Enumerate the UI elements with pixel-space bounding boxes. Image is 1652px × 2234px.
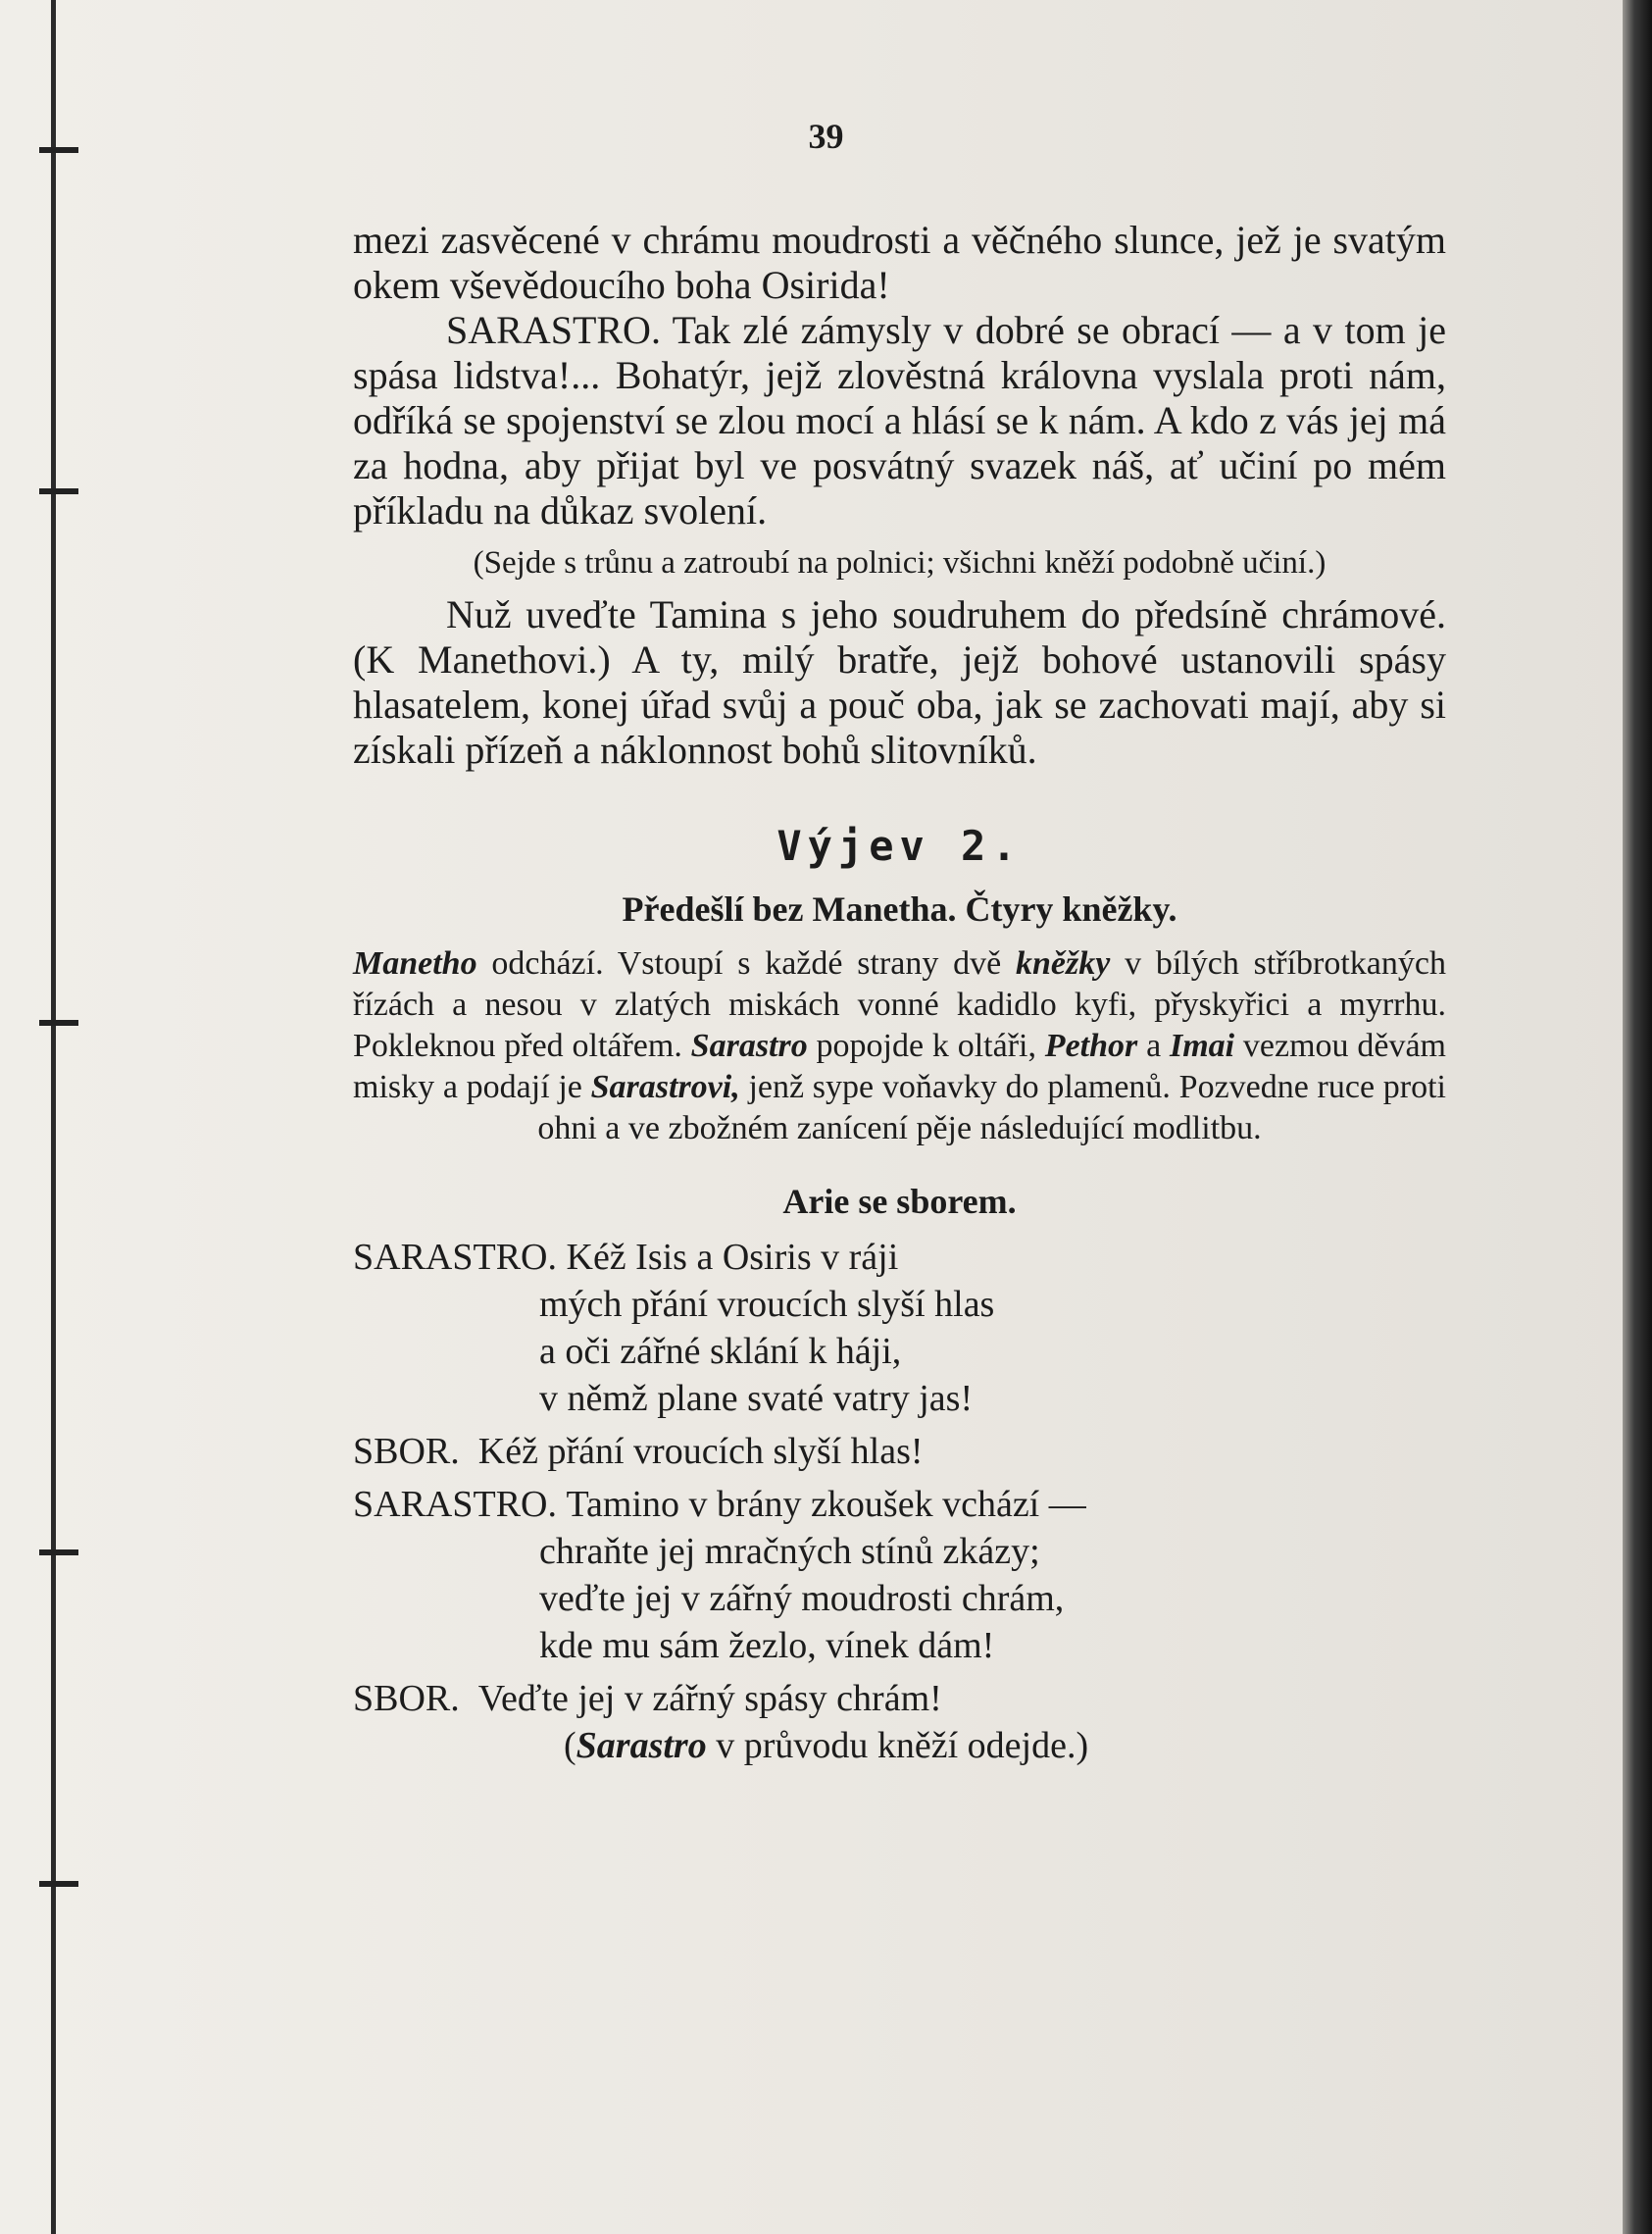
binding-mark bbox=[39, 1549, 78, 1555]
aria-verses bbox=[353, 1234, 1446, 1769]
verse-line: chraňte jej mračných stínů zkázy; bbox=[539, 1531, 1040, 1572]
stage-direction: (Sejde s trůnu a zatroubí na polnici; všichni kněží podobně učiní.) bbox=[473, 545, 1327, 581]
sarastro-speech bbox=[353, 308, 1446, 533]
desc-text: popojde k oltáři, bbox=[807, 1028, 1045, 1064]
verse-line: a oči zářné sklání k háji, bbox=[539, 1331, 902, 1372]
binding-mark bbox=[39, 1020, 78, 1026]
desc-text: a bbox=[1137, 1028, 1170, 1064]
desc-text: v bílých stříbrotkaných řízách a nesou v zlatých miskách vonné kadidlo kyfi, přyskyřici a myrrhu. Pokleknou před oltářem. bbox=[353, 945, 1446, 1064]
speaker-sarastro: SARASTRO. bbox=[353, 1237, 557, 1278]
verse-text: Kéž přání vroucích slyší hlas! bbox=[477, 1431, 924, 1472]
direction-text: v průvodu kněží odejde.) bbox=[706, 1725, 1089, 1766]
verse-line: kde mu sám žezlo, vínek dám! bbox=[539, 1625, 995, 1666]
speaker-sarastro: SARASTRO. bbox=[353, 1484, 557, 1525]
verse-line bbox=[353, 1428, 1446, 1475]
page-shadow-edge bbox=[1623, 0, 1652, 2234]
verse-line: mých přání vroucích slyší hlas bbox=[539, 1284, 995, 1325]
desc-text: vezmou děvám misky a podají je bbox=[353, 1028, 1447, 1105]
main-text bbox=[353, 218, 1446, 1769]
name-imai: Imai bbox=[1169, 1028, 1235, 1064]
paren: ( bbox=[564, 1725, 576, 1766]
word-knezky: kněžky bbox=[1015, 945, 1111, 982]
verse-line: veďte jej v zářný moudrosti chrám, bbox=[539, 1578, 1065, 1619]
scene-description bbox=[353, 943, 1446, 1149]
scene-heading: Výjev 2. bbox=[776, 822, 1023, 870]
speaker-sbor: SBOR. bbox=[353, 1678, 460, 1719]
name-manetho: Manetho bbox=[353, 945, 477, 982]
verse-text: Kéž Isis a Osiris v ráji bbox=[566, 1237, 899, 1278]
verse-line bbox=[353, 1481, 1446, 1528]
verse-line bbox=[353, 1234, 1446, 1281]
paragraph-2: Nuž uveďte Tamina s jeho soudruhem do předsíně chrámové. (K Manethovi.) A ty, milý bratře, jejž bohové ustanovili spásy hlasatelem, konej úřad svůj a pouč oba, jak se zachovati mají, aby si získali přízeň a náklonnost bohů slitovníků. bbox=[353, 592, 1446, 772]
name-pethor: Pethor bbox=[1044, 1028, 1138, 1064]
verse-line: v němž plane svaté vatry jas! bbox=[539, 1378, 974, 1419]
speaker-sbor: SBOR. bbox=[353, 1431, 460, 1472]
desc-text: jenž sype voňavky do plamenů. Pozvedne ruce proti ohni a ve zbožném zanícení pěje následující modlitbu. bbox=[537, 1069, 1446, 1146]
binding-mark bbox=[39, 488, 78, 494]
page-number: 39 bbox=[808, 117, 844, 156]
verse-text: Tamino v brány zkoušek vchází — bbox=[566, 1484, 1086, 1525]
scene-subheading: Předešlí bez Manetha. Čtyry kněžky. bbox=[622, 889, 1177, 929]
aria-title: Arie se sborem. bbox=[782, 1182, 1017, 1221]
name-sarastro: Sarastro bbox=[690, 1028, 808, 1064]
verse-text: Veďte jej v zářný spásy chrám! bbox=[477, 1678, 942, 1719]
desc-text: odchází. Vstoupí s každé strany dvě bbox=[476, 945, 1016, 982]
speaker-sarastro: SARASTRO. bbox=[446, 308, 661, 352]
binding-edge bbox=[51, 0, 56, 2234]
name-sarastro: Sarastro bbox=[576, 1725, 707, 1766]
binding-mark bbox=[39, 1881, 78, 1887]
name-sarastrovi: Sarastrovi, bbox=[590, 1069, 740, 1105]
final-stage-direction bbox=[353, 1722, 1446, 1769]
verse-line bbox=[353, 1675, 1446, 1722]
paragraph-1: mezi zasvěcené v chrámu moudrosti a věčného slunce, jež je svatým okem vševědoucího boha Osirida! bbox=[353, 218, 1446, 307]
speech-text: Tak zlé zámysly v dobré se obrací — a v tom je spása lidstva!... Bohatýr, jejž zlověstná královna vyslala proti nám, odříká se spojenství se zlou mocí a hlásí se k nám. A kdo z vás jej má za hodna, aby přijat byl ve posvátný svazek náš, ať učiní po mém příkladu na důkaz svolení. bbox=[353, 308, 1446, 533]
